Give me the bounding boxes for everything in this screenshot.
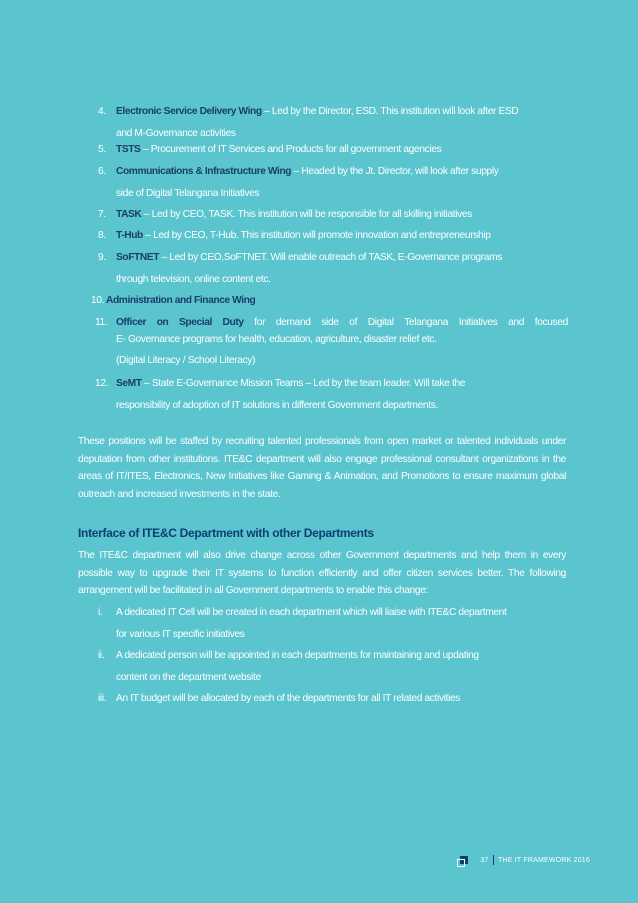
section-heading: Interface of ITE&C Department with other Departments <box>78 526 374 540</box>
list-number: ii. <box>98 650 105 661</box>
item-text: – Led by CEO, TASK. This institution will be responsible for all skilling initiatives <box>141 209 472 220</box>
item-text: A dedicated person will be appointed in each departments for maintaining and updating <box>116 650 479 661</box>
item-text-cont: (Digital Literacy / School Literacy) <box>116 355 256 366</box>
item-text: – Led by the Director, ESD. This institution will look after ESD <box>261 106 519 117</box>
body-paragraph: These positions will be staffed by recruiting talented professionals from open market or talented individuals under deputation from other institutions. ITE&C department will also engage professional consultant organizations in the areas of IT/ITES, Electronics, New Initiatives like Gaming & Animation, and Promotions to ensure maximum global outreach and increased investments in the state. <box>78 436 566 500</box>
list-number: 11. <box>95 317 108 328</box>
item-title: TSTS <box>116 144 141 155</box>
item-text-cont: through television, online content etc. <box>116 273 271 285</box>
body-paragraph: The ITE&C department will also drive change across other Government departments and help them in every possible way to upgrade their IT systems to function efficiently and offer citizen services better. The following arrangement will be facilitated in all Government departments to enable this change: <box>78 550 566 596</box>
item-title: Communications & Infrastructure Wing <box>116 166 292 177</box>
list-number: 8. <box>98 230 106 241</box>
item-text-cont: E- Governance programs for health, education, agriculture, disaster relief etc. <box>116 334 437 345</box>
footer-title: THE IT FRAMEWORK 2016 <box>498 856 590 864</box>
item-text-cont: content on the department website <box>116 671 261 683</box>
item-text-cont: for various IT specific initiatives <box>116 628 245 640</box>
item-text: A dedicated IT Cell will be created in each department which will liaise with ITE&C department <box>116 607 507 618</box>
logo-icon <box>460 856 468 864</box>
item-title: Administration and Finance Wing <box>106 295 256 306</box>
item-text: – Headed by the Jt. Director, will look after supply <box>291 166 499 177</box>
item-text: – Procurement of IT Services and Products for all government agencies <box>140 144 442 155</box>
list-number: 9. <box>98 252 106 263</box>
list-number: 5. <box>98 144 106 155</box>
list-number: 12. <box>95 378 109 389</box>
item-text: – State E-Governance Mission Teams – Led by the team leader. Will take the <box>141 378 466 389</box>
item-text-cont: responsibility of adoption of IT solutions in different Government departments. <box>116 399 438 411</box>
item-title: Officer on Special Duty <box>116 317 244 328</box>
item-text: for demand side of Digital Telangana Initiatives and focused <box>243 317 568 328</box>
item-text: – Led by CEO, T-Hub. This institution will promote innovation and entrepreneurship <box>142 230 491 241</box>
divider <box>493 855 495 865</box>
item-title: TASK <box>116 209 142 220</box>
item-text-cont: side of Digital Telangana Initiatives <box>116 187 260 199</box>
list-number: i. <box>98 607 103 618</box>
page-footer <box>460 852 590 868</box>
item-title: SoFTNET <box>116 252 160 263</box>
list-number: iii. <box>98 693 107 704</box>
list-number: 4. <box>98 106 106 117</box>
list-number: 7. <box>98 209 106 220</box>
item-text: – Led by CEO,SoFTNET. Will enable outreach of TASK, E-Governance programs <box>159 252 502 263</box>
list-number: 10. <box>91 295 105 306</box>
item-title: Electronic Service Delivery Wing <box>116 106 262 117</box>
item-text-cont: and M-Governance activities <box>116 127 236 139</box>
item-title: SeMT <box>116 378 142 389</box>
list-number: 6. <box>98 166 106 177</box>
page-number: 37 <box>480 856 489 864</box>
item-text: An IT budget will be allocated by each of the departments for all IT related activities <box>116 693 461 704</box>
item-title: T-Hub <box>116 230 143 241</box>
